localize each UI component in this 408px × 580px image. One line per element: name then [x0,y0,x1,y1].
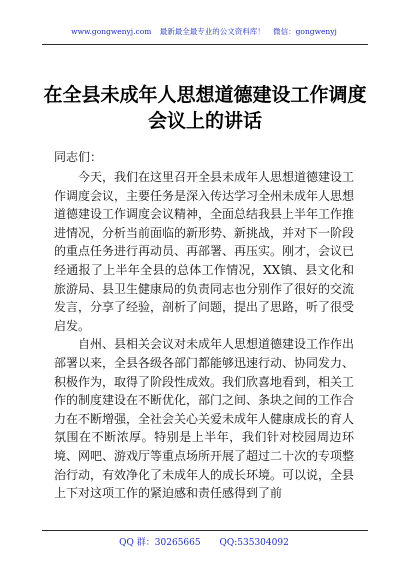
footer-qq-group: QQ 群：30265665 [119,538,201,548]
header-bar [0,26,408,37]
document-body [54,168,354,503]
footer-bar [0,535,408,548]
header-slogan: 最新最全最专业的公文资料库！ [159,27,265,36]
header-divider [42,44,368,45]
document-title: 在全县未成年人思想道德建设工作调度会议上的讲话 [43,84,367,132]
header-wechat: 微信：gongwenyj [273,27,337,36]
header-website-link[interactable]: www.gongwenyj.com [71,27,152,36]
footer-divider [42,530,368,531]
greeting: 同志们： [54,150,103,164]
paragraph: 今天，我们在这里召开全县未成年人思想道德建设工作调度会议，主要任务是深入传达学习全州未成年人思想道德建设工作调度会议精神，全面总结我县上半年工作推进情况，分析当前面临的新形势、新挑战，并对下一阶段的重点任务进行再动员、再部署、再压实。刚才，会议已经通报了上半年全县的总体工作情况，XX镇、县文化和旅游局、县卫生健康局的负责同志也分别作了很好的交流发言，分享了经验，剖析了问题，提出了思路，听了很受启发。 [54,170,355,333]
footer-qq: QQ:535304092 [219,538,289,548]
paragraph: 自州、县相关会议对未成年人思想道德建设工作作出部署以来，全县各级各部门都能够迅速行动、协同发力、积极作为，取得了阶段性成效。我们欣喜地看到，相关工作的制度建设在不断优化，部门之间、条块之间的工作合力在不断增强，全社会关心关爱未成年人健康成长的育人氛围在不断浓厚。特别是上半年，我们针对校园周边环境、网吧、游戏厅等重点场所开展了超过二十次的专项整治行动，有效净化了未成年人的成长环境。可以说，全县上下对这项工作的紧迫感和责任感得到了前 [54,337,355,501]
